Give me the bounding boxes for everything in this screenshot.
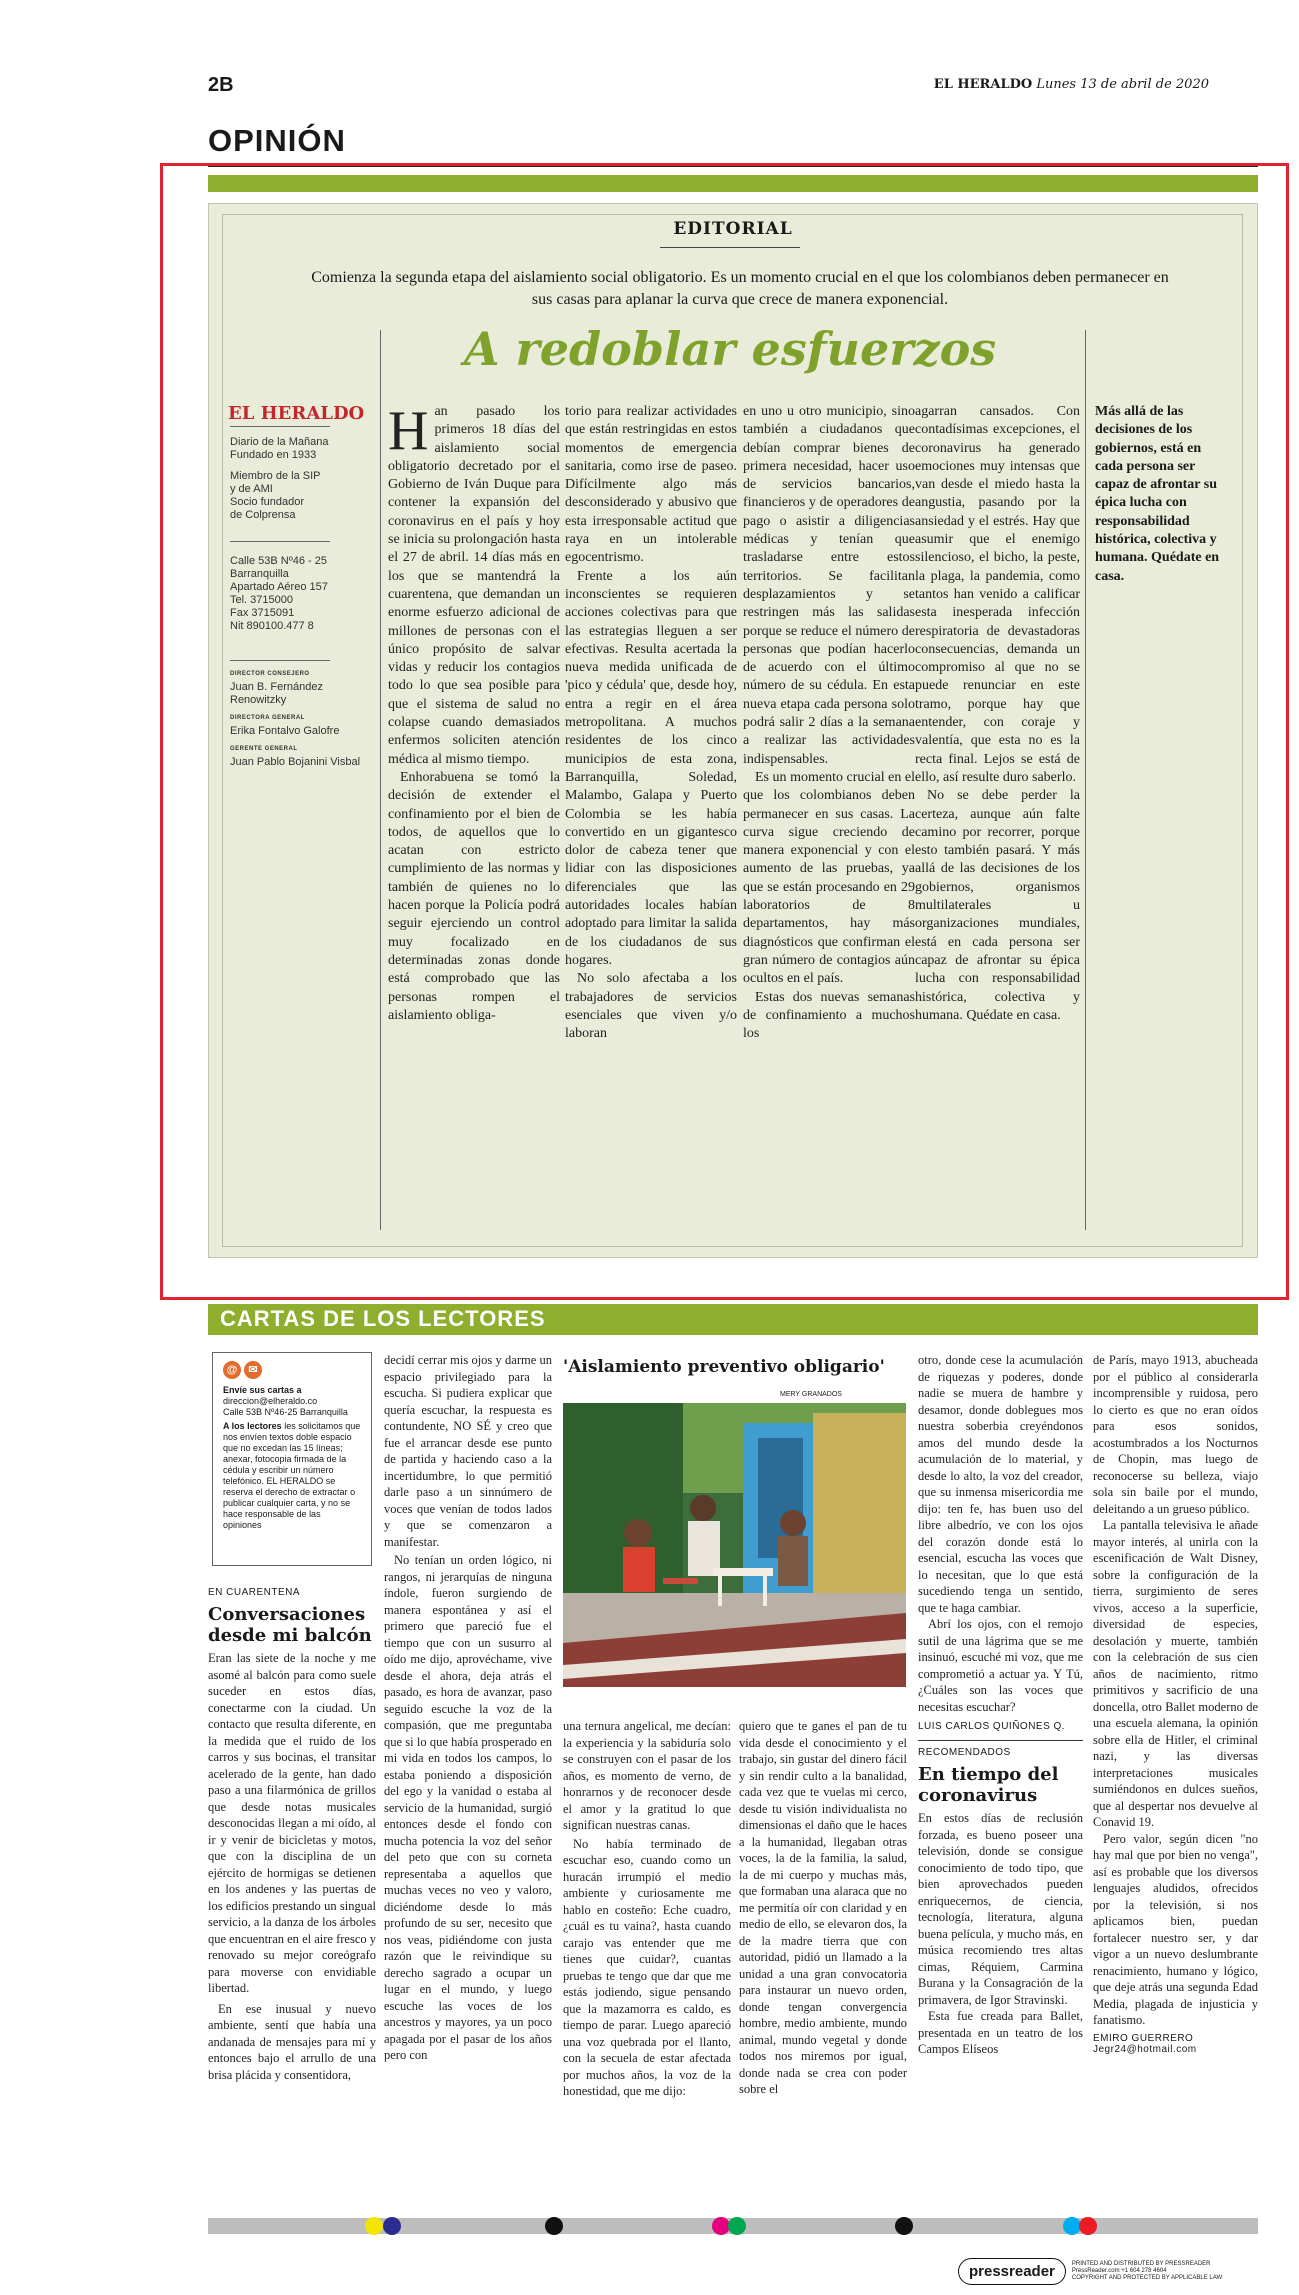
editorial-column-1: Han pasado los primeros 18 días del aislamiento social obligatorio decretado por el Gobierno de Iván Duque para contener la expansión del coronavirus en el país y hoy se inicia su prolongación hasta el 27 de abril. 14 días más en los que se mantendrá la cuarentena, que demandan un enorme esfuerzo adicional de millones de personas con el único propósito de salvar vidas y reducir los contagios todo lo que sea posible para que el sistema de salud no colapse cuando demasiados enfermos soliciten atención médica al mismo tiempo. Enhorabuena se tomó la decisión de extender el confinamiento por el bien de todos, de aquellos que lo acatan con estricto cumplimiento de las normas y también de quienes no lo hacen porque la Policía podrá seguir ejerciendo un control muy focalizado en determinadas zonas donde está comprobado que las personas rompen el aislamiento obliga- xyxy=(388,400,560,1023)
registration-dot xyxy=(1079,2217,1097,2235)
page-header xyxy=(934,77,1209,92)
letter-1-cont: decidí cerrar mis ojos y darme un espacio privilegiado para la escucha. Si pudiera explicar que quería escuchar, la respuesta es contundente, NO SÉ y creo que fue el arrancar desde ese punto de partida y haciendo caso a la incertidumbre, lo que permitió darle paso a un sinnúmero de voces que venían de todos lados y que se comenzaron a manifestar. No tenían un orden lógico, ni rangos, ni jerarquías de ninguna índole, fueron surgiendo de manera espontánea y así el primero que pareció fue el tiempo que con un susurro al oído me dijo, aprovéchame, vive desde el ahora, deja atrás el pasado, es hora de avanzar, paso seguido escuche la voz de la compasión, que me preguntaba que si lo que había prosperado en mi vida en todos los campos, lo estaba poniendo a disposición del ego y la vanidad o estaba al servicio de la humanidad, surgió entonces desde el fondo con mucha potencia la voz del señor del peto que con su corneta representaba a aquellos que muchas veces no veo y valoro, diciéndome desde lo más profundo de su ser, necesito que nos veas, pidiéndome con justa razón que le reivindique su derecho sagrado a ocupar un lugar en el mundo, y luego escuche las voces de los ancestros y mayores, ya un poco apagada por el pasar de los años pero con xyxy=(384,1353,552,2062)
masthead-logo: EL HERALDO xyxy=(228,403,365,424)
photo-title: 'Aislamiento preventivo obligario' xyxy=(563,1357,885,1377)
registration-dot xyxy=(895,2217,913,2235)
editorial-column-3: en uno u otro municipio, sino también a ciudadanos que debían comprar bienes de primera necesidad, hacer uso de servicios bancarios, financieros y de operadores de pago o asistir a diligencias médicas y tenían que trasladarse entre estos territorios. Se facilitan desplazamientos y se restringen más las salidas porque se reduce el número de personas que podían hacerlo de acuerdo con el último número de su cédula. En esta nueva etapa cada persona solo podrá salir 2 días a la semana a realizar las actividades indispensables. Es un momento crucial en el que los colombianos deben permanecer en sus casas. La curva sigue creciendo de manera exponencial y con el aumento de las pruebas, ya que se están procesando en 29 laboratorios de 8 departamentos, hay más diagnósticos que confirman el gran número de contagios aún ocultos en el país. Estas dos nuevas semanas de confinamiento a muchos los xyxy=(743,404,915,1042)
editorial-lead: Comienza la segunda etapa del aislamiento social obligatorio. Es un momento crucial en el que los colombianos deben permanecer en sus casas para aplanar la curva que crece de manera exponencial. xyxy=(311,269,1169,308)
page-number: 2B xyxy=(208,74,234,96)
masthead-staff: DIRECTOR CONSEJERO Juan B. Fernández Renowitzky DIRECTORA GENERAL Erika Fontalvo Galofre GERENTE GENERAL Juan Pablo Bojanini Visbal xyxy=(230,671,361,768)
letter-1-end: otro, donde cese la acumulación de riquezas y poderes, donde nadie se muera de hambre y desamor, donde doblegues mos nuestra soberbia creyéndonos amos del mundo desde la acumulación de lo material, y desde lo alto, la voz del creador, que su inmensa misericordia me dijo: ten fe, has buen uso del libre albedrío, ve con los ojos del corazón donde está lo esencial, escucha las voces que lo necesitan, que lo que está sucediendo tenga un sentido, que te haga cambiar. Abrí los ojos, con el remojo sutil de una lágrima que se me insinuó, escuché mi voz, que me comprometió a actuar ya. Y Tú, ¿Cuáles son las voces que necesitas escuchar? LUIS CARLOS QUIÑONES Q. RECOMENDADOS En tiempo del coronavirus En estos días de reclusión forzada, es bueno poseer una televisión, donde se consigue conocimiento de todo tipo, que bien aprovechados pueden enriquecernos, de ciencia, tecnología, literatura, alguna buena película, y mucho más, en música recomiendo tres altas cimas, Réquiem, Carmina Burana y la Consagración de la primavera, de Igor Stravinski. Esta fue creada para Ballet, presentada en un teatro de los Campos Elíseos xyxy=(918,1353,1083,2056)
letter-1: EN CUARENTENA Conversaciones desde mi balcón Eran las siete de la noche y me asomé al balcón para como suele suceder en estos días, conectarme con la ciudad. Un contacto que resulta diferente, en la medida que el ruido de los carros y sus bocinas, el transitar acelerado de la gente, han dado paso a una filarmónica de grillos que desde notas musicales desconocidas llegan a mi oído, al ir y venir de bicicletas y motos, que con la disciplina de un ejército de hormigas se detienen en los andenes y las puertas de los edificios prestando un singual servicio, a la danza de los árboles que encuentran en el aire fresco y renovado su mejor coreógrafo para moverse con envidiable libertad. En ese inusual y nuevo ambiente, sentí que había una andanada de mensajes para mí y entonces bajo el arrullo de una brisa plácida y consentidora, xyxy=(208,1587,376,2082)
letter-1-cont3: quiero que te ganes el pan de tu vida desde el conocimiento y el trabajo, sin gustar del dinero fácil y sin rendir culto a la banalidad, cada vez que te vuelas mi cerco, desde tu visión individualista no dimensionas el daño que le haces a la humanidad, llegaban otras voces, la de la familia, la salud, la de mi cuerpo y muchas más, que formaban una alaraca que no me permitía oír con claridad y en medio de ello, se elevaron dos, la de la madre tierra que con autoridad, pidió un llamado a la unidad a una gran convocatoria para instaurar un nuevo orden, donde tengan convergencia hombre, medio ambiente, mundo animal, mundo vegetal y donde todos nos miremos por igual, donde nada se crea con poder sobre el xyxy=(739,1719,907,2096)
letter-title: Conversaciones desde mi balcón xyxy=(208,1604,372,1646)
pull-quote: Más allá de las decisiones de los gobiernos, está en cada persona ser capaz de afrontar su épica lucha con responsabilidad histórica, colectiva y humana. Quédate en casa. xyxy=(1095,404,1220,584)
letters-banner: CARTAS DE LOS LECTORES xyxy=(208,1304,1258,1335)
submit-letters-box: @ ✉ Envíe sus cartas a direccion@elheraldo.co Calle 53B Nº46-25 Barranquilla A los lectores les solicitamos que nos envíen textos doble espacio que no excedan las 15 líneas; anexar, fotocopia firmada de la cédula y escribir un número telefónico. EL HERALDO se reserva el derecho de extractar o publicar cualquier carta, y no se hace responsable de las opiniones xyxy=(212,1352,372,1566)
at-icon: @ xyxy=(223,1361,241,1379)
masthead-address: Calle 53B Nº46 - 25 Barranquilla Apartado Aéreo 157 Tel. 3715000 Fax 3715091 Nit 890100.477 8 xyxy=(230,555,328,632)
registration-dot xyxy=(365,2217,383,2235)
letter-signature: LUIS CARLOS QUIÑONES Q. xyxy=(918,1721,1066,1732)
editorial-column-4: agarran cansados. Con contadísimas excepciones, el coronavirus ha generado emociones muy intensas que van desde el miedo hasta la angustia, pasando por la ansiedad y el estrés. Hay que asumir que el enemigo silencioso, el bicho, la peste, la plaga, la pandemia, como tantos han venido a calificar esta inesperada infección respiratoria de devastadoras consecuencias, demanda un compromiso al que no se puede renunciar en este tramo, porque hay que entender, con coraje y valentía, que esta no es la recta final. Lejos se está de ello, así resulte duro saberlo. No se debe perder la certeza, aunque aún falte camino por recorrer, porque esto también pasará. Y más allá de las decisiones de los gobiernos, organismos multilaterales u organizaciones mundiales, está en cada persona ser capaz de afrontar su épica lucha con responsabilidad histórica, colectiva y humana. Quédate en casa. xyxy=(915,404,1080,1023)
letter-2-cont: de París, mayo 1913, abucheada por el público al considerarla incomprensible y ruidosa, pero lo cierto es que no eran oídos para esos sonidos, acostumbrados a los Nocturnos de Chopin, mas luego de reconocerse su belleza, viajo sola sin baile por el mundo, deleitando a un grueso público. La pantalla televisiva le añade mayor interés, al unirla con la escenificación de Walt Disney, sobre la configuración de la tierra, surgimiento de seres vivos, acceso a la superficie, diversidad de especies, desolación y muerte, también con la celebración de sus cien años de nacimiento, ritmo primitivos y sacrificio de una doncella, otro Ballet moderno de una escuela alemana, la opinión sobre ella de Hitler, el criminal nazi, y las diversas interpretaciones musicales sumiéndonos en dulces sueños, que al despertar nos devuelve al Conavid 19. Pero valor, según dicen "no hay mal que por bien no venga", así es probable que los diversos lenguajes aludidos, ofrecidos por la televisión, si nos aplicamos bien, puedan fortalecer nuestro ser, y dar vigor a un nuevo deslumbrante renacimiento, humano y lógico, que deje atrás una segunda Edad Media, plagada de injusticia y fanatismo. EMIRO GUERRERO Jegr24@hotmail.com xyxy=(1093,1353,1258,2055)
letters-email[interactable]: direccion@elheraldo.co xyxy=(223,1396,318,1406)
editorial-label: EDITORIAL xyxy=(673,219,793,239)
photo-credit: MERY GRANADOS xyxy=(780,1391,842,1398)
section-title: OPINIÓN xyxy=(208,123,346,158)
registration-dot xyxy=(545,2217,563,2235)
street-photo xyxy=(563,1403,906,1687)
selection-highlight xyxy=(160,163,1289,1300)
mail-icon: ✉ xyxy=(244,1361,262,1379)
pressreader-badge[interactable]: pressreader PRINTED AND DISTRIBUTED BY PRESSREADER PressReader.com +1 604 278 4604 COPYRIGHT AND PROTECTED BY APPLICABLE LAW xyxy=(958,2255,1258,2287)
paper-name: EL HERALDO xyxy=(933,77,1033,92)
editorial-title: A redoblar esfuerzos xyxy=(463,322,997,376)
editorial-column-2: torio para realizar actividades que están restringidas en estos momentos de emergencia sanitaria, como irse de paseo. Difícilmente algo más desconsiderado y abusivo que esta irresponsable actitud que raya en un intolerable egocentrismo. Frente a los aún inconscientes se requieren acciones colectivas para que las estrategias lleguen a ser efectivas. Resulta acertada la nueva medida unificada de 'pico y cédula' que, desde hoy, entra a regir en el área metropolitana. A muchos residentes de los cinco municipios de esta zona, Barranquilla, Soledad, Malambo, Galapa y Puerto Colombia se les había convertido en un gigantesco dolor de cabeza tener que lidiar con las disposiciones diferenciales que las autoridades locales habían adoptado para limitar la salida de los ciudadanos de sus hogares. No solo afectaba a los trabajadores de servicios esenciales que viven y/o laboran xyxy=(565,404,737,1042)
registration-dot xyxy=(383,2217,401,2235)
pressreader-logo: pressreader xyxy=(958,2258,1066,2285)
letter-title: En tiempo del coronavirus xyxy=(918,1764,1059,1806)
letter-1-cont2: una ternura angelical, me decían: la experiencia y la sabiduría solo se construyen con el pasar de los años, es momento de verno, de honrarnos y de reconocer desde el amor y la gratitud lo que significan nuestras canas. No había terminado de escuchar eso, cuando como un huracán irrumpió el medio ambiente y curiosamente me hablo en costeño: Eche cuadro, ¿cuál es tu vaina?, hasta cuando carajo vas entender que me tienes que cuidar?, cuantas pruebas te tengo que dar que me estás jodiendo, sigue pensando que la mazamorra es caldo, es tiempo de parar. Luego apareció una voz quebrada por el llanto, con la secuela de estar afectada por muchos años, la voz de la honestidad, que me dijo: xyxy=(563,1719,731,2098)
registration-dot xyxy=(728,2217,746,2235)
letter-signature: EMIRO GUERRERO xyxy=(1093,2032,1194,2044)
drop-cap: H xyxy=(388,400,429,462)
issue-date: Lunes 13 de abril de 2020 xyxy=(1036,77,1209,92)
masthead-info: Diario de la Mañana Fundado en 1933 Miembro de la SIP y de AMI Socio fundador de Colprensa xyxy=(230,436,329,521)
letter-email[interactable]: Jegr24@hotmail.com xyxy=(1093,2043,1197,2055)
